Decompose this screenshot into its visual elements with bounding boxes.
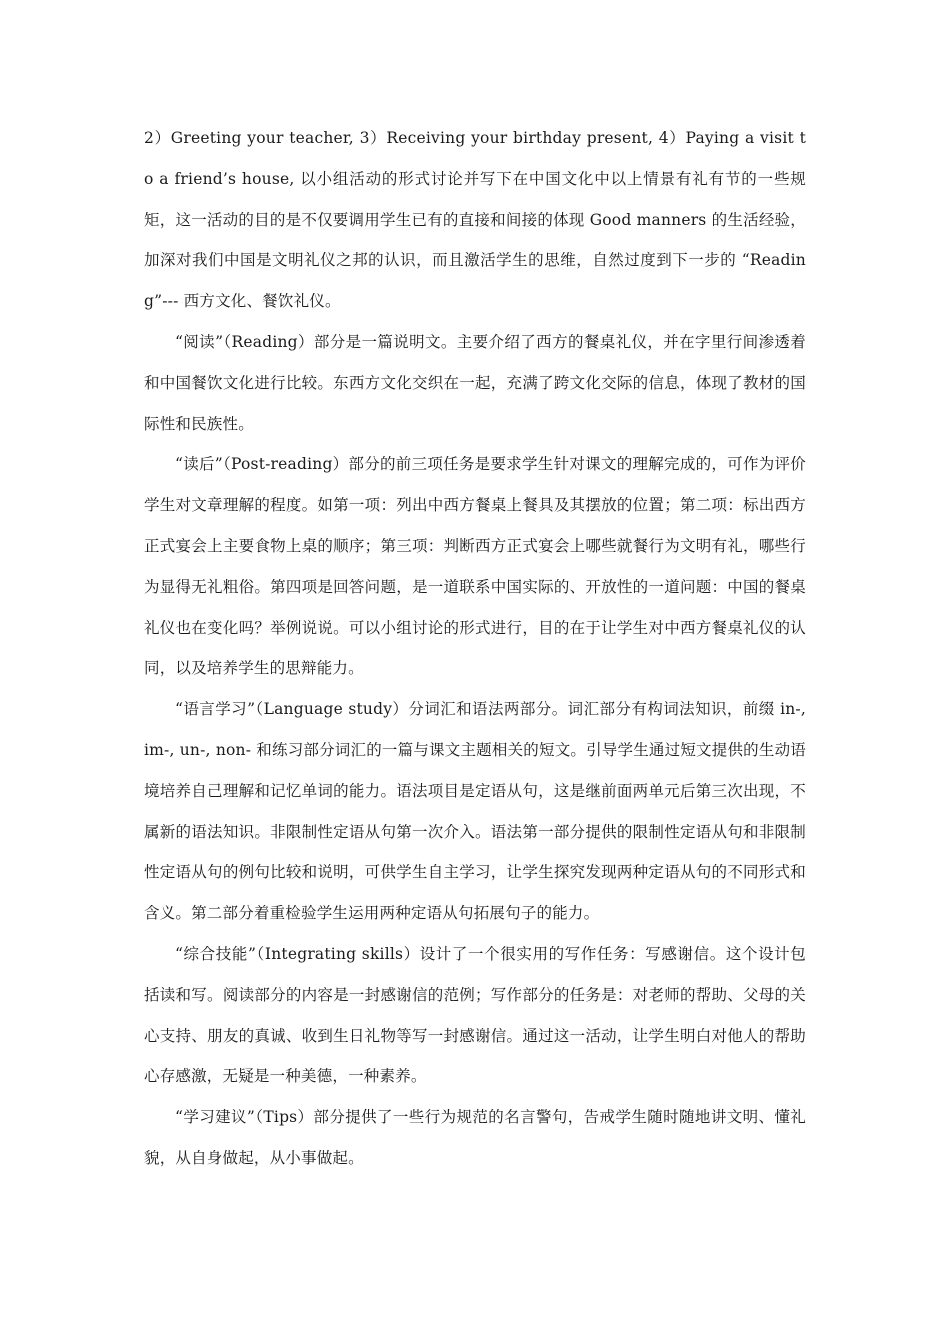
paragraph-situations-discussion: 2）Greeting your teacher, 3）Receiving your birthday present, 4）Paying a visit to a friend’s house, 以小组活动的形式讨论并写下在中国文化中以上情景有礼有节的一些规矩，这一活动的目的是不仅要调用学生已有的直接和间接的体现 Good manners 的生活经验，加深对我们中国是文明礼仪之邦的认识，而且激活学生的思维，自然过度到下一步的 “Reading”--- 西方文化、餐饮礼仪。 bbox=[144, 129, 806, 311]
paragraph-post-reading: “读后”（Post-reading）部分的前三项任务是要求学生针对课文的理解完成的，可作为评价学生对文章理解的程度。如第一项：列出中西方餐桌上餐具及其摆放的位置；第二项：标出西方正式宴会上主要食物上桌的顺序；第三项：判断西方正式宴会上哪些就餐行为文明有礼，哪些行为显得无礼粗俗。第四项是回答问题，是一道联系中国实际的、开放性的一道问题：中国的餐桌礼仪也在变化吗？举例说说。可以小组讨论的形式进行，目的在于让学生对中西方餐桌礼仪的认同，以及培养学生的思辩能力。 bbox=[144, 455, 806, 678]
paragraph-integrating-skills: “综合技能”（Integrating skills）设计了一个很实用的写作任务：写感谢信。这个设计包括读和写。阅读部分的内容是一封感谢信的范例；写作部分的任务是：对老师的帮助、父母的关心支持、朋友的真诚、收到生日礼物等写一封感谢信。通过这一活动，让学生明白对他人的帮助心存感激，无疑是一种美德，一种素养。 bbox=[144, 944, 806, 1086]
paragraph-language-study: “语言学习”（Language study）分词汇和语法两部分。词汇部分有构词法知识，前缀 in-, im-, un-, non- 和练习部分词汇的一篇与课文主题相关的短文。引导学生通过短文提供的生动语境培养自己理解和记忆单词的能力。语法项目是定语从句，这是继前面两单元后第三次出现，不属新的语法知识。非限制性定语从句第一次介入。语法第一部分提供的限制性定语从句和非限制性定语从句的例句比较和说明，可供学生自主学习，让学生探究发现两种定语从句的不同形式和含义。第二部分着重检验学生运用两种定语从句拓展句子的能力。 bbox=[144, 700, 806, 923]
paragraph-reading: “阅读”（Reading）部分是一篇说明文。主要介绍了西方的餐桌礼仪，并在字里行间渗透着和中国餐饮文化进行比较。东西方文化交织在一起，充满了跨文化交际的信息，体现了教材的国际性和民族性。 bbox=[144, 332, 806, 433]
document-body bbox=[144, 118, 806, 1179]
paragraph-tips: “学习建议”（Tips）部分提供了一些行为规范的名言警句，告戒学生随时随地讲文明、懂礼貌，从自身做起，从小事做起。 bbox=[144, 1108, 806, 1167]
